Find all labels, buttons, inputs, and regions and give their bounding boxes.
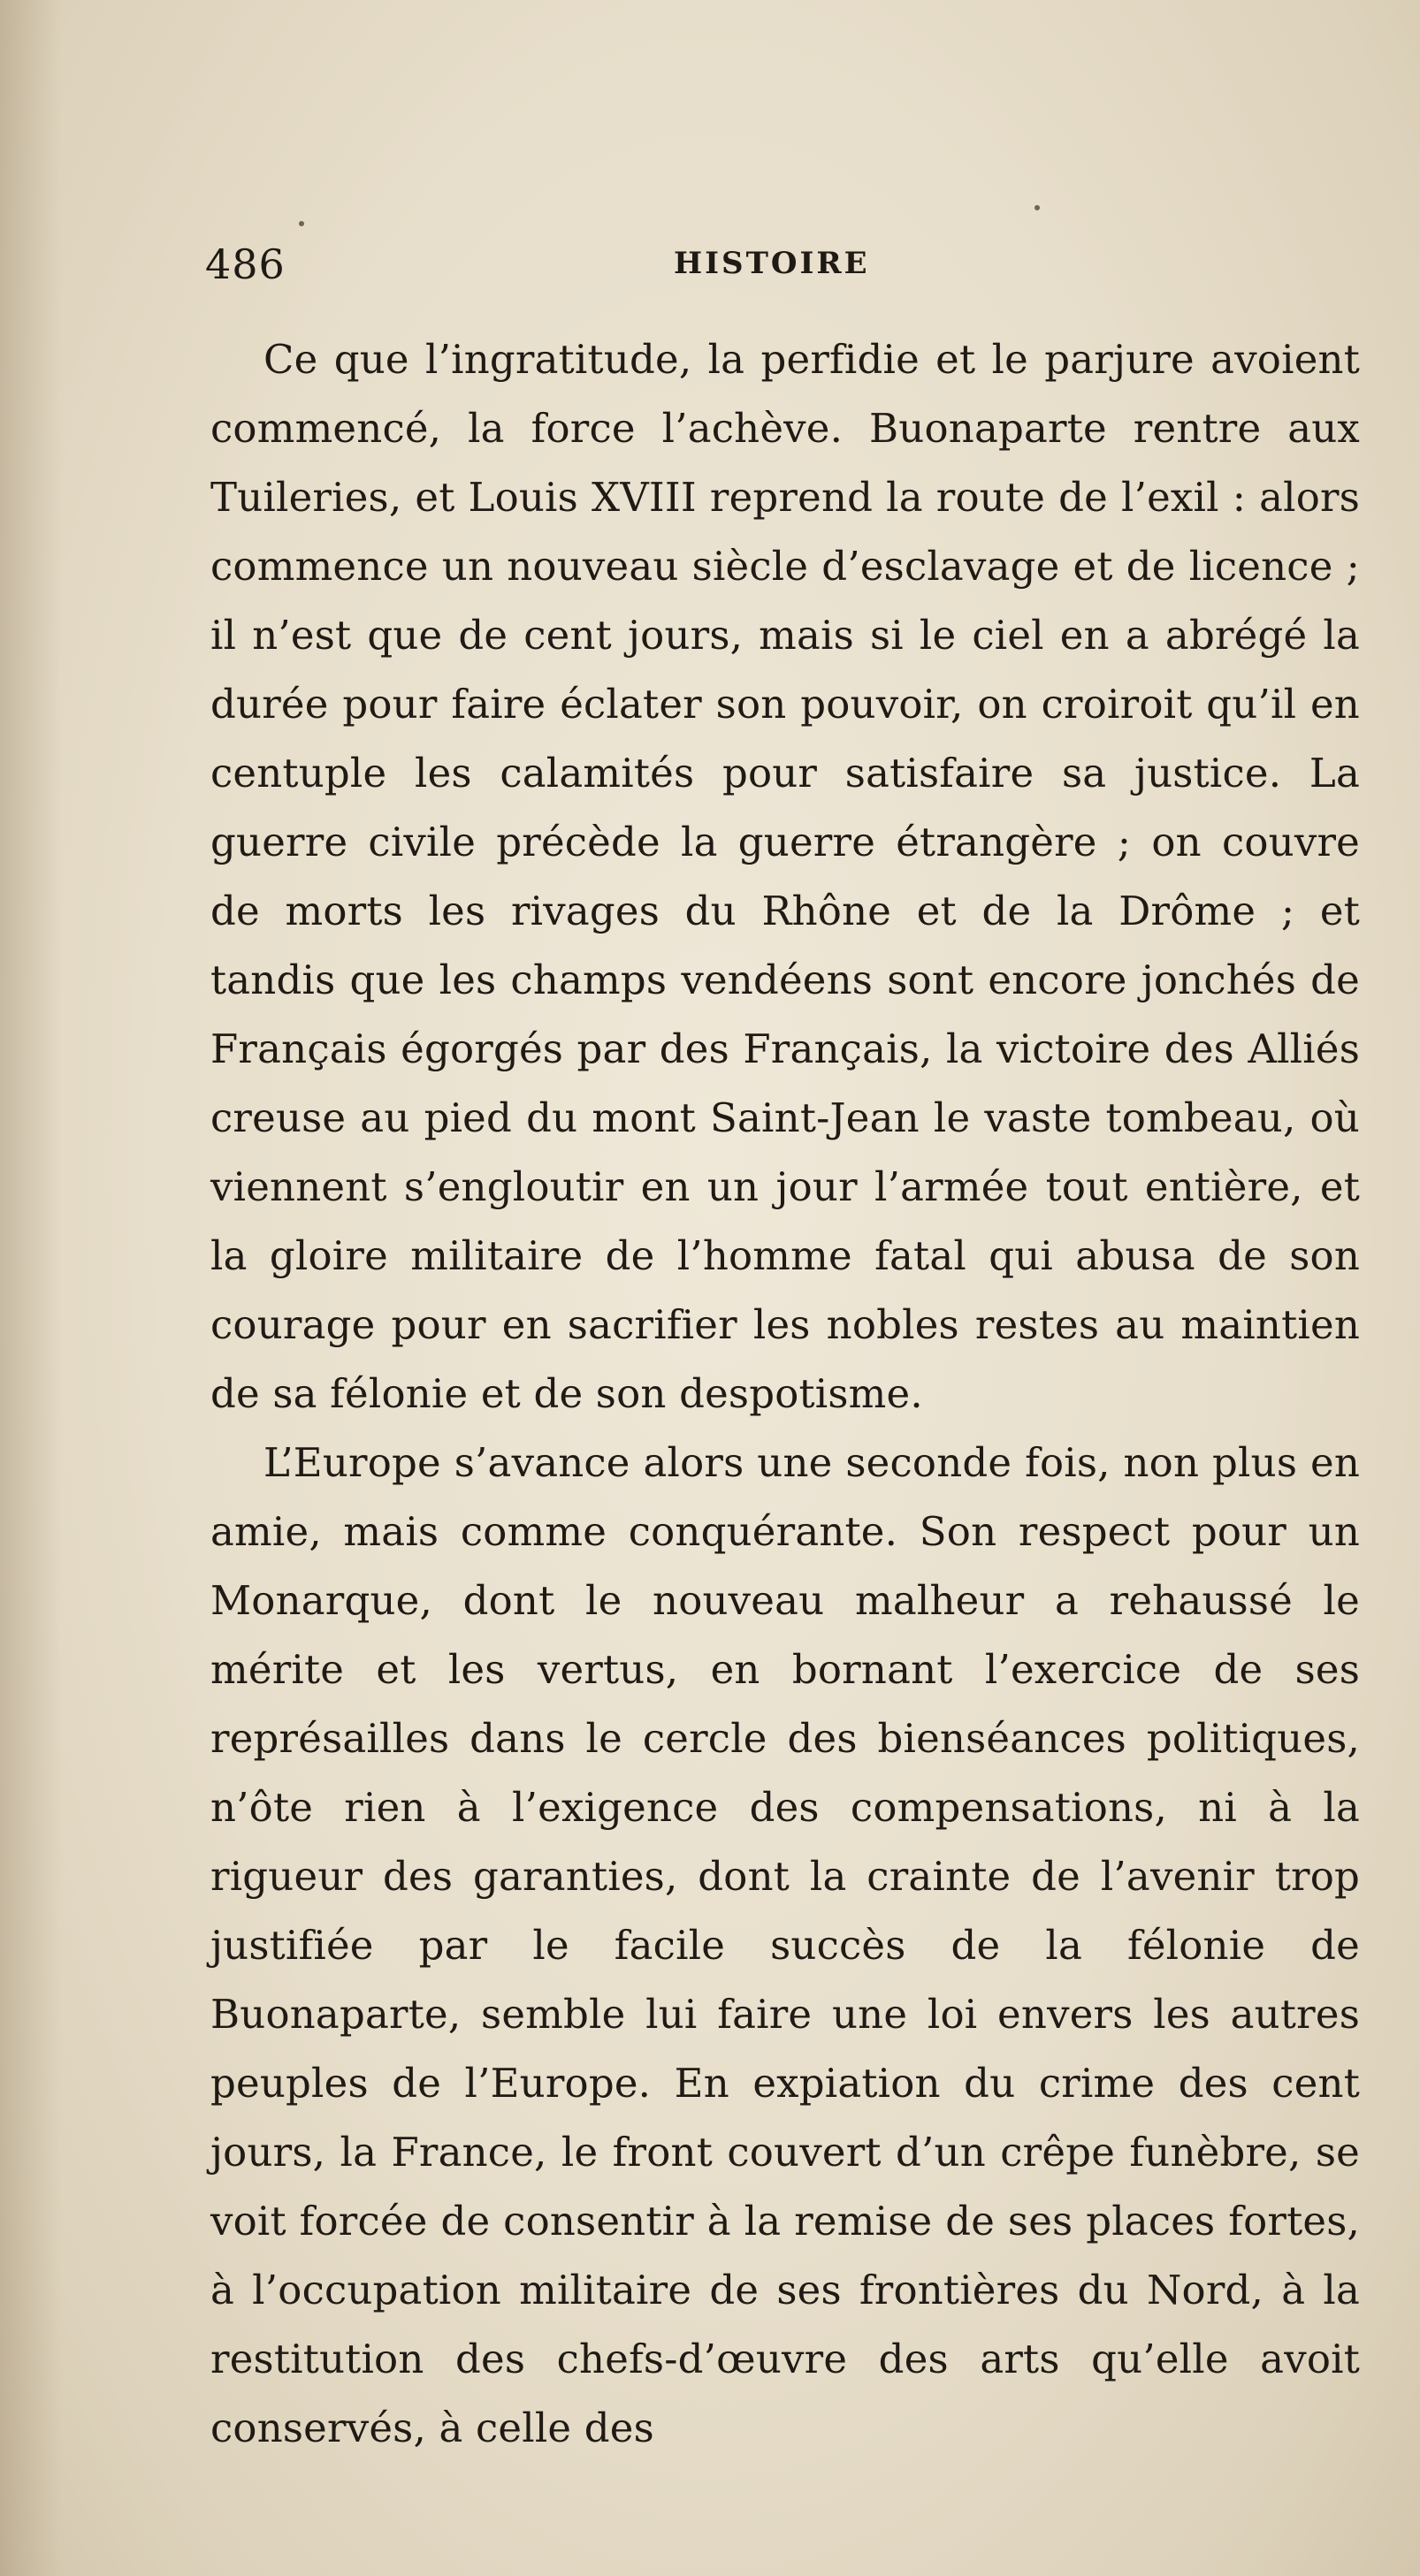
page-header [205, 240, 1355, 302]
page-gutter-shadow [0, 0, 62, 2576]
running-head: HISTOIRE [674, 246, 870, 281]
paragraph: L’Europe s’avance alors une seconde fois, non plus en amie, mais comme conquérante. Son respect pour un Monarque, dont le nouveau malheur a rehaussé le mérite et les vertus, en bornant l’exercice de ses représailles dans le cercle des bienséances politiques, n’ôte rien à l’exigence des compensations, ni à la rigueur des garanties, dont la crainte de l’avenir trop justifiée par le facile succès de la félonie de Buonaparte, semble lui faire une loi envers les autres peuples de l’Europe. En expiation du crime des cent jours, la France, le front couvert d’un crêpe funèbre, se voit forcée de consentir à la remise de ses places fortes, à l’occupation militaire de ses frontières du Nord, à la restitution des chefs-d’œuvre des arts qu’elle avoit conservés, à celle des [210, 1439, 1360, 2451]
ink-speck [299, 221, 304, 226]
ink-speck [1034, 205, 1040, 210]
paragraph: Ce que l’ingratitude, la perfidie et le parjure avoient commencé, la force l’achève. Buonaparte rentre aux Tuileries, et Louis XVIII reprend la route de l’exil : alors commence un nouveau siècle d’esclavage et de licence ; il n’est que de cent jours, mais si le ciel en a abrégé la durée pour faire éclater son pouvoir, on croiroit qu’il en centuple les calamités pour satisfaire sa justice. La guerre civile précède la guerre étrangère ; on couvre de morts les rivages du Rhône et de la Drôme ; et tandis que les champs vendéens sont encore jonchés de Français égorgés par des Français, la victoire des Alliés creuse au pied du mont Saint-Jean le vaste tombeau, où viennent s’engloutir en un jour l’armée tout entière, et la gloire militaire de l’homme fatal qui abusa de son courage pour en sacrifier les nobles restes au maintien de sa félonie et de son despotisme. [210, 336, 1360, 1417]
page-number: 486 [205, 240, 286, 288]
body-text [210, 325, 1360, 2463]
